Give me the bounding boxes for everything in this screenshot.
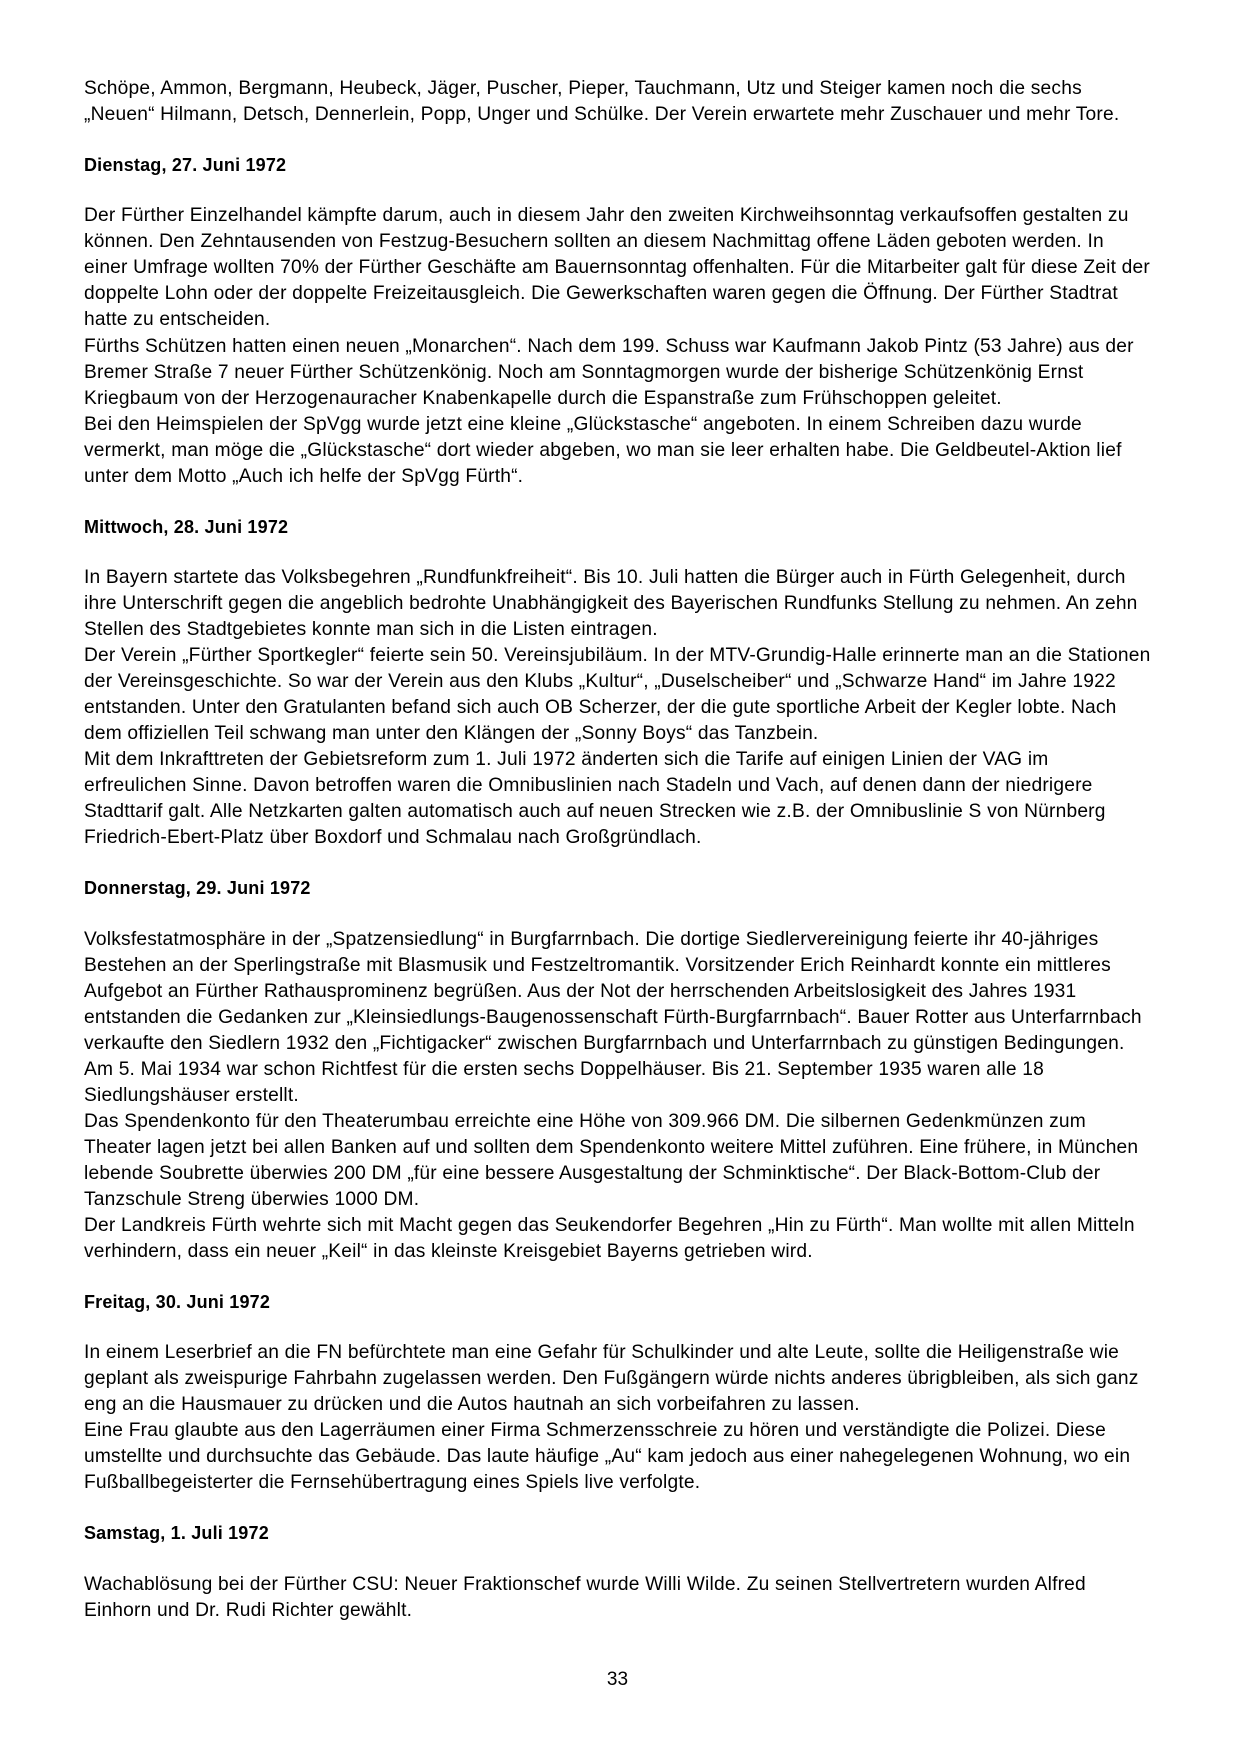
section-heading: Dienstag, 27. Juni 1972 <box>84 155 287 176</box>
paragraph: Der Verein „Fürther Sportkegler“ feierte sein 50. Vereinsjubiläum. In der MTV-Grundig-Halle erinnerte man an die Stationen der Vereinsgeschichte. So war der Verein aus den Klubs „Kultur“, „Duselscheiber“ und „Schwarze Hand“ im Jahre 1922 entstanden. Unter den Gratulanten befand sich auch OB Scherzer, der die gute sportliche Arbeit der Kegler lobte. Nach dem offiziellen Teil schwang man unter den Klängen der „Sonny Boys“ das Tanzbein. <box>84 645 1151 745</box>
paragraph: Der Fürther Einzelhandel kämpfte darum, auch in diesem Jahr den zweiten Kirchweihsonntag verkaufsoffen gestalten zu können. Den Zehntausenden von Festzug-Besuchern sollten an diesem Nachmittag offene Läden geboten werden. In einer Umfrage wollten 70% der Fürther Geschäfte am Bauernsonntag offenhalten. Für die Mitarbeiter galt für diese Zeit der doppelte Lohn oder der doppelte Freizeitausgleich. Die Gewerkschaften waren gegen die Öffnung. Der Fürther Stadtrat hatte zu entscheiden. <box>84 205 1150 331</box>
section-donnerstag <box>84 877 1151 1265</box>
section-heading: Mittwoch, 28. Juni 1972 <box>84 516 289 537</box>
paragraph: Eine Frau glaubte aus den Lagerräumen einer Firma Schmerzensschreie zu hören und verständigte die Polizei. Diese umstellte und durchsuchte das Gebäude. Das laute häufige „Au“ kam jedoch aus einer nahegelegenen Wohnung, wo ein Fußballbegeisterter die Fernsehübertragung eines Spiels live verfolgte. <box>84 1420 1131 1494</box>
page-number: 33 <box>606 1668 629 1690</box>
paragraph: Mit dem Inkrafttreten der Gebietsreform zum 1. Juli 1972 änderten sich die Tarife auf einigen Linien der VAG im erfreulichen Sinne. Davon betroffen waren die Omnibuslinien nach Stadeln und Vach, auf denen dann der niedrigere Stadttarif galt. Alle Netzkarten galten automatisch auch auf neuen Strecken wie z.B. der Omnibuslinie S von Nürnberg Friedrich-Ebert-Platz über Boxdorf und Schmalau nach Großgründlach. <box>84 749 1106 849</box>
paragraph: In Bayern startete das Volksbegehren „Rundfunkfreiheit“. Bis 10. Juli hatten die Bürger auch in Fürth Gelegenheit, durch ihre Unterschrift gegen die angeblich bedrohte Unabhängigkeit des Bayerischen Rundfunks Stellung zu nehmen. An zehn Stellen des Stadtgebietes konnte man sich in die Listen eintragen. <box>84 566 1138 641</box>
section-heading: Donnerstag, 29. Juni 1972 <box>84 878 311 899</box>
paragraph: Das Spendenkonto für den Theaterumbau erreichte eine Höhe von 309.966 DM. Die silbernen Gedenkmünzen zum Theater lagen jetzt bei allen Banken auf und sollten dem Spendenkonto weitere Mittel zuführen. Eine frühere, in München lebende Soubrette überwies 200 DM „für eine bessere Ausgestaltung der Schminktische“. Der Black-Bottom-Club der Tanzschule Streng überwies 1000 DM. <box>84 1110 1139 1210</box>
paragraph: Der Landkreis Fürth wehrte sich mit Macht gegen das Seukendorfer Begehren „Hin zu Fürth“. Man wollte mit allen Mitteln verhindern, dass ein neuer „Keil“ in das kleinste Kreisgebiet Bayerns getrieben wird. <box>84 1214 1135 1262</box>
paragraph: Fürths Schützen hatten einen neuen „Monarchen“. Nach dem 199. Schuss war Kaufmann Jakob Pintz (53 Jahre) aus der Bremer Straße 7 neuer Fürther Schützenkönig. Noch am Sonntagmorgen wurde der bisherige Schützenkönig Ernst Kriegbaum von der Herzogenauracher Knabenkapelle durch die Espanstraße zum Frühschoppen geleitet. <box>84 335 1134 409</box>
intro-paragraph: Schöpe, Ammon, Bergmann, Heubeck, Jäger, Puscher, Pieper, Tauchmann, Utz und Steiger kamen noch die sechs „Neuen“ Hilmann, Detsch, Dennerlein, Popp, Unger und Schülke. Der Verein erwartete mehr Zuschauer und mehr Tore. <box>84 78 1120 126</box>
section-heading: Samstag, 1. Juli 1972 <box>84 1523 269 1544</box>
paragraph: In einem Leserbrief an die FN befürchtete man eine Gefahr für Schulkinder und alte Leute, sollte die Heiligenstraße wie geplant als zweispurige Fahrbahn zugelassen werden. Den Fußgängern würde nichts anderes übrigbleiben, als sich ganz eng an die Hausmauer zu drücken und die Autos hautnah an sich vorbeifahren zu lassen. <box>84 1342 1139 1416</box>
paragraph: Bei den Heimspielen der SpVgg wurde jetzt eine kleine „Glückstasche“ angeboten. In einem Schreiben dazu wurde vermerkt, man möge die „Glückstasche“ dort wieder abgeben, wo man sie leer erhalten habe. Die Geldbeutel-Aktion lief unter dem Motto „Auch ich helfe der SpVgg Fürth“. <box>84 413 1122 487</box>
paragraph: Volksfestatmosphäre in der „Spatzensiedlung“ in Burgfarrnbach. Die dortige Siedlervereinigung feierte ihr 40-jähriges Bestehen an der Sperlingstraße mit Blasmusik und Festzeltromantik. Vorsitzender Erich Reinhardt konnte ein mittleres Aufgebot an Fürther Rathausprominenz begrüßen. Aus der Not der herrschenden Arbeitslosigkeit des Jahres 1931 entstanden die Gedanken zur „Kleinsiedlungs-Baugenossenschaft Fürth-Burgfarrnbach“. Bauer Rotter aus Unterfarrnbach verkaufte den Siedlern 1932 den „Fichtigacker“ zwischen Burgfarrnbach und Unterfarrnbach zu günstigen Bedingungen. Am 5. Mai 1934 war schon Richtfest für die ersten sechs Doppelhäuser. Bis 21. September 1935 waren alle 18 Siedlungshäuser erstellt. <box>84 928 1142 1106</box>
section-samstag <box>84 1522 1151 1623</box>
section-mittwoch <box>84 516 1151 852</box>
section-freitag <box>84 1291 1151 1496</box>
section-heading: Freitag, 30. Juni 1972 <box>84 1291 271 1312</box>
paragraph: Wachablösung bei der Fürther CSU: Neuer Fraktionschef wurde Willi Wilde. Zu seinen Stellvertretern wurden Alfred Einhorn und Dr. Rudi Richter gewählt. <box>84 1573 1086 1621</box>
section-dienstag <box>84 154 1151 490</box>
